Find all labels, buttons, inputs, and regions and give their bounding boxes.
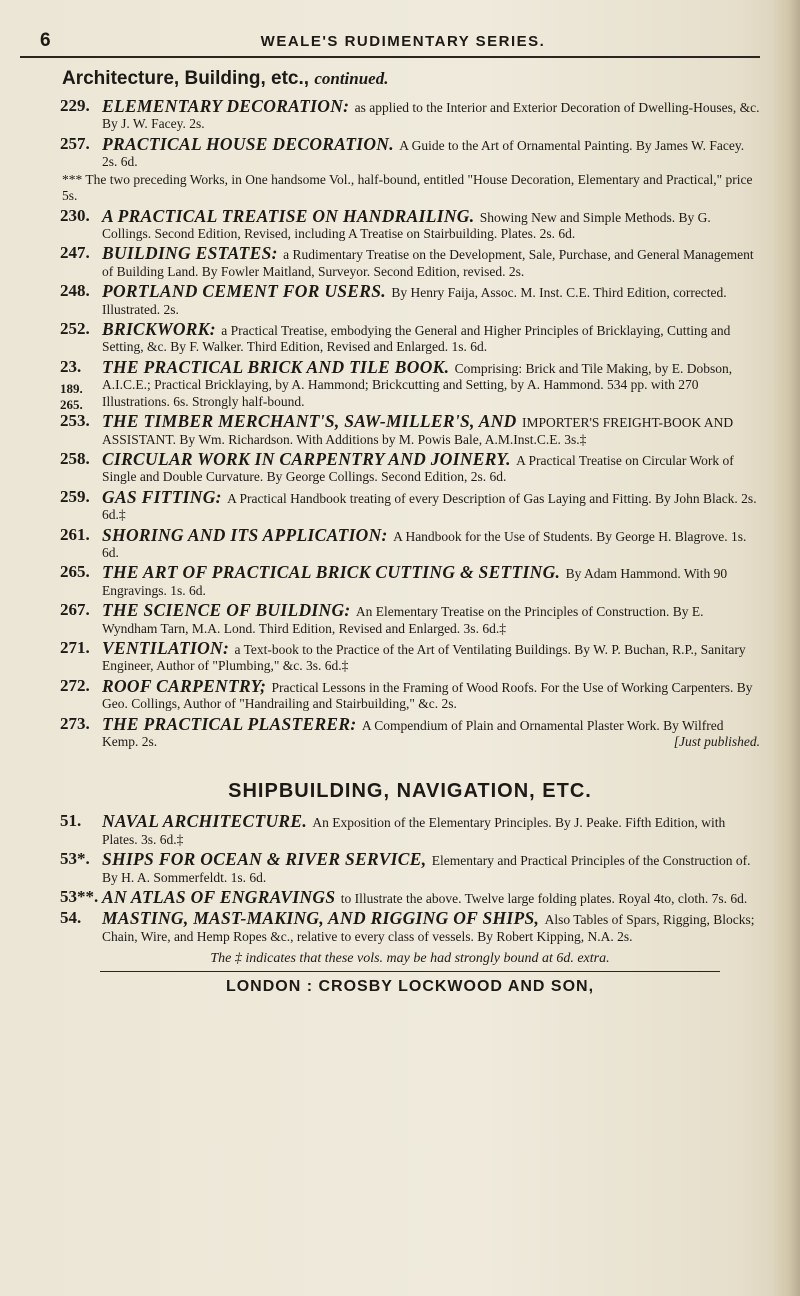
section-heading-shipbuilding [60, 780, 760, 803]
publication-note: [Just published. [673, 734, 760, 749]
entry-title: THE TIMBER MERCHANT'S, SAW-MILLER'S, AND [102, 411, 517, 432]
entry-number: 54. [60, 908, 82, 928]
entry-number: 247. [60, 243, 90, 263]
page-number: 6 [40, 30, 51, 51]
catalogue-entry [60, 600, 760, 637]
entry-number: 267. [60, 600, 90, 620]
page-header [38, 18, 768, 54]
entry-title: MASTING, MAST-MAKING, AND RIGGING OF SHIPS, [102, 908, 540, 929]
catalogue-entry [60, 134, 760, 171]
entry-title: BRICKWORK: [102, 319, 216, 340]
section-title: Architecture, Building, etc., [62, 68, 310, 89]
entry-list-shipbuilding [60, 811, 760, 945]
entry-description: a Rudimentary Treatise on the Development, Sale, Purchase, and General Management of Building Land. By Fowler Maitland, Surveyor. Second Edition, revised. 2s. [102, 247, 754, 279]
catalogue-entry [60, 562, 760, 599]
entry-description: Elementary and Practical Principles of the Construction of. By H. A. Sommerfeldt. 1s. 6d. [102, 853, 751, 885]
extra-entry-number: 189. [60, 380, 83, 396]
entry-description: a Practical Treatise, embodying the General and Higher Principles of Bricklaying, Cutting and Setting, &c. By F. Walker. Third Edition, Revised and Enlarged. 1s. 6d. [102, 323, 731, 355]
entry-number: 252. [60, 319, 90, 339]
entry-title: PORTLAND CEMENT FOR USERS. [102, 281, 386, 302]
catalogue-entry [60, 96, 760, 133]
entry-description: A Practical Treatise on Circular Work of Single and Double Curvature. By George Collings. Second Edition, 2s. 6d. [102, 452, 734, 485]
catalogue-entry [60, 676, 760, 713]
entry-title: A PRACTICAL TREATISE ON HANDRAILING. [102, 205, 475, 226]
entry-description: IMPORTER'S FREIGHT-BOOK AND ASSISTANT. By Wm. Richardson. With Additions by M. Powis Bale, A.M.Inst.C.E. 3s.‡ [102, 415, 734, 447]
entry-description: Practical Lessons in the Framing of Wood Roofs. For the Use of Working Carpenters. By Geo. Collings, Author of "Handrailing and Stairbuilding," &c. 2s. [102, 679, 753, 712]
entry-title: VENTILATION: [102, 637, 230, 658]
entry-number: 273. [60, 713, 90, 733]
catalogue-entry [60, 243, 760, 280]
catalogue-content [60, 66, 760, 996]
entry-description: to Illustrate the above. Twelve large folding plates. Royal 4to, cloth. 7s. 6d. [340, 891, 748, 907]
section-title: SHIPBUILDING, NAVIGATION, ETC. [228, 780, 592, 803]
entry-description: A Compendium of Plain and Ornamental Plaster Work. By Wilfred Kemp. 2s. [102, 717, 724, 749]
entry-title: THE SCIENCE OF BUILDING: [102, 600, 351, 621]
catalogue-entry [60, 281, 760, 318]
running-head: WEALE'S RUDIMENTARY SERIES. [260, 33, 546, 50]
entry-title: THE PRACTICAL PLASTERER: [102, 713, 357, 734]
entry-number: 229. [60, 96, 90, 115]
catalogue-entry [60, 525, 760, 562]
entry-number: 253. [60, 411, 90, 431]
entry-number: 265. [60, 562, 90, 582]
entry-title: AN ATLAS OF ENGRAVINGS [102, 887, 336, 908]
catalogue-entry [60, 811, 760, 848]
entry-title: GAS FITTING: [102, 486, 222, 507]
entry-number: 272. [60, 675, 90, 695]
catalogue-entry [60, 908, 760, 945]
header-rule [20, 56, 760, 58]
catalogue-entry [60, 319, 760, 356]
section-heading-architecture [62, 66, 760, 92]
entry-title: SHIPS FOR OCEAN & RIVER SERVICE, [102, 849, 427, 870]
entry-title: THE PRACTICAL BRICK AND TILE BOOK. [102, 356, 450, 377]
entry-number: 230. [60, 205, 90, 225]
catalogue-entry [60, 638, 760, 675]
entry-list-architecture [60, 96, 760, 750]
entry-number: 23. [60, 356, 82, 376]
entry-description: Comprising: Brick and Tile Making, by E. Dobson, A.I.C.E.; Practical Bricklaying, by A. Hammond; Brickcutting and Setting, by A. Hammond. 534 pp. with 270 Illustrations. 6s. Strongly half-bound. [102, 360, 733, 409]
entry-description: *** The two preceding Works, in One handsome Vol., half-bound, entitled "House Decoration, Elementary and Practical," price 5s. [62, 171, 753, 203]
catalogue-entry [60, 714, 760, 751]
entry-number: 53*. [60, 849, 90, 869]
extra-entry-number: 265. [60, 396, 83, 412]
entry-title: ROOF CARPENTRY; [102, 675, 267, 696]
catalogue-entry [60, 887, 760, 907]
entry-title: SHORING AND ITS APPLICATION: [102, 524, 388, 545]
entry-number: 51. [60, 811, 82, 831]
entry-description: as applied to the Interior and Exterior Decoration of Dwelling-Houses, &c. By J. W. Facey. 2s. [102, 100, 760, 132]
catalogue-entry [60, 357, 760, 410]
catalogue-note [60, 172, 760, 204]
footnote: The ‡ indicates that these vols. may be had strongly bound at 6d. extra. [210, 951, 610, 967]
section-continued: continued. [314, 69, 389, 88]
page-edge-shadow [772, 0, 800, 1296]
entry-description: An Elementary Treatise on the Principles of Construction. By E. Wyndham Tarn, M.A. Lond. Third Edition, Revised and Enlarged. 3s. 6d.‡ [102, 604, 704, 636]
catalogue-entry [60, 449, 760, 486]
entry-title: THE ART OF PRACTICAL BRICK CUTTING & SETTING. [102, 562, 561, 583]
entry-description: a Text-book to the Practice of the Art of Ventilating Buildings. By W. P. Buchan, R.P., Sanitary Engineer, Author of "Plumbing," &c. 3s. 6d.‡ [102, 641, 746, 674]
entry-description: A Handbook for the Use of Students. By George H. Blagrove. 1s. 6d. [102, 528, 747, 560]
entry-number: 259. [60, 486, 90, 506]
entry-number: 271. [60, 637, 90, 657]
entry-description: Showing New and Simple Methods. By G. Collings. Second Edition, Revised, including A Treatise on Stairbuilding. Plates. 2s. 6d. [102, 209, 711, 242]
entry-title: BUILDING ESTATES: [102, 243, 278, 264]
entry-description: By Adam Hammond. With 90 Engravings. 1s. 6d. [102, 566, 728, 598]
entry-description: A Practical Handbook treating of every Description of Gas Laying and Fitting. By John Black. 2s. 6d.‡ [102, 490, 757, 523]
entry-description: An Exposition of the Elementary Principles. By J. Peake. Fifth Edition, with Plates. 3s. 6d.‡ [102, 815, 726, 847]
entry-number: 261. [60, 524, 90, 544]
catalogue-entry [60, 411, 760, 448]
extra-entry-numbers [60, 381, 100, 413]
catalogue-entry [60, 487, 760, 524]
publisher-imprint: LONDON : CROSBY LOCKWOOD AND SON, [225, 978, 595, 996]
entry-description: A Guide to the Art of Ornamental Painting. By James W. Facey. 2s. 6d. [102, 137, 745, 170]
entry-number: 258. [60, 448, 90, 468]
catalogue-entry [60, 206, 760, 243]
entry-title: CIRCULAR WORK IN CARPENTRY AND JOINERY. [102, 448, 511, 469]
entry-description: Also Tables of Spars, Rigging, Blocks; Chain, Wire, and Hemp Ropes &c., relative to every class of vessels. By Robert Kipping, N.A. 2s. [102, 912, 755, 944]
catalogue-entry [60, 849, 760, 886]
entry-title: ELEMENTARY DECORATION: [102, 96, 350, 116]
entry-title: PRACTICAL HOUSE DECORATION. [102, 133, 394, 154]
entry-number: 248. [60, 281, 90, 301]
entry-number: 257. [60, 133, 90, 153]
entry-number: 53**. [60, 887, 99, 907]
footer-rule [100, 971, 720, 972]
entry-title: NAVAL ARCHITECTURE. [102, 811, 308, 832]
entry-description: By Henry Faija, Assoc. M. Inst. C.E. Third Edition, corrected. Illustrated. 2s. [102, 285, 727, 317]
